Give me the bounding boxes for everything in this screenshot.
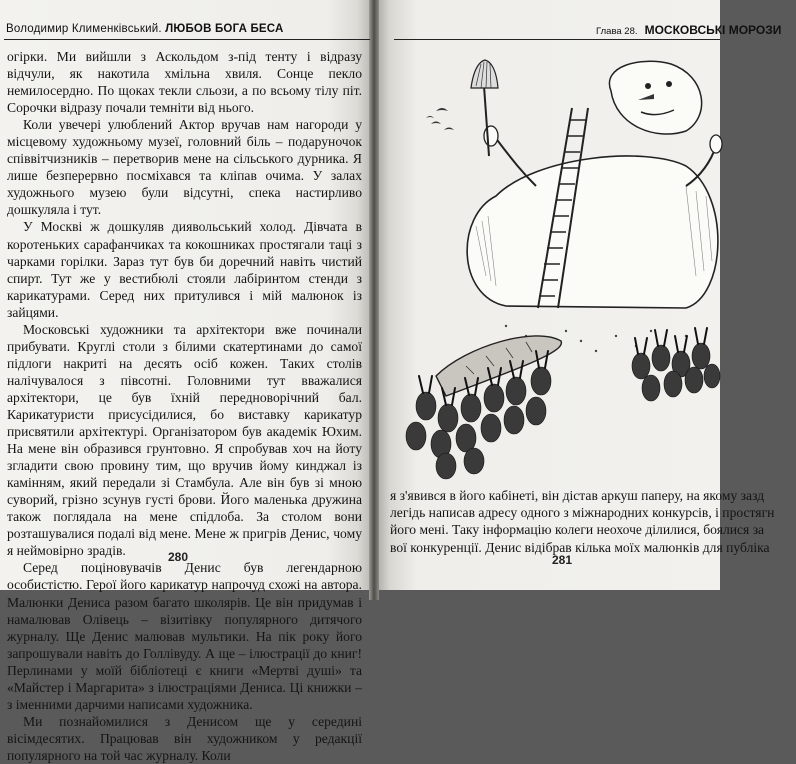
paragraph: Серед поціновувачів Денис був легендарною особистістю. Герої його карикатур напрочуд схожі на автора. Малюнки Дениса разом багато школярів. Це він придумав і намалював Олівець – візитівку популярного дитячого журналу. Ще Денис малював мультики. На пік року його запрошували навіть до Голлівуду. А ще – ілюстрації до книг! Перлинами у моїй бібліотеці є книги «Мертві душі» та «Майстер і Маргарита» з ілюстраціями Дениса. Ці книжки – з іменними дарчими написами художника. [7,560,362,712]
header-chapter-number: Глава 28. [596,26,638,37]
text-line: легідь написав адресу одного з міжнародних конкурсів, і простягн [390,505,775,521]
header-chapter-title: МОСКОВСЬКІ МОРОЗИ [644,23,782,37]
left-body-text [7,48,362,764]
text-line: вої конкуренції. Денис відібрав кілька моїх малюнків для публіка [390,539,770,555]
page-number-right: 281 [552,553,573,567]
page-number-left: 280 [168,550,189,564]
header-rule-left [4,39,370,40]
paragraph: огірки. Ми вийшли з Аскольдом з-під тенту і відразу відчули, як накотила хмільна хвиля. Сонце пекло немилосердно. По щоках текли сльози, а по всьому тілу піт. Сорочки відразу почали темніти від нього. [7,49,362,116]
header-author: Володимир Клименківський. [6,23,162,35]
paragraph: Ми познайомилися з Денисом ще у середині вісімдесятих. Працював він художником у редакції популярного на той час журналу. Коли [7,713,362,763]
left-running-header [6,23,370,35]
right-body-text [390,487,775,556]
paragraph: У Москві ж дошкуляв диявольський холод. Дівчата в коротеньких сарафанчиках та кокошниках простягали таці з чарками горілки. Зараз тут був би доречний навіть чистий спирт. Тут же у вестибюлі стояли лабіринтом стенди з карикатурами. Серед них притулився і мій малюнок із зайцями. [7,219,362,320]
book-gutter [369,0,379,600]
paragraph: Коли увечері улюблений Актор вручав нам нагороди у місцевому художньому музеї, головний біль – подаруночок співвітчизників – перетворив мене на сільського дурника. Я лише безперервно посміхався та кліпав очима. У залах художнього музею були відсутні, спека настирливо дошкуляла і тут. [7,117,362,218]
text-line: його мені. Таку інформацію колеги неохоче ділилися, боялися за [390,522,765,538]
paragraph: Московські художники та архітектори вже починали прибувати. Круглі столи з білими скатертинами до самої підлоги накриті на десять осіб кожен. Таких столів налічувалося з півсотні. Головними тут вважалися архітектори, це був їхній передноворічний бал. Карикатуристи присусідилися, бо виставку карикатур присвятили архітектурі. Організатором був академік Юхим. На мене він образився грунтовно. Я спробував хоч на йоту згладити свою провину тим, що вручив йому кинджал із камінням, який передали зі Стамбула. Але він був зі мною суворий, грізно зсунув густі брови. Його маленька дружина також поглядала на мене спідлоба. За столом вони розташувалися подалі від мене. Мене ж пригрів Денис, чому я неймовірно зрадів. [7,321,362,559]
header-book-title: ЛЮБОВ БОГА БЕСА [165,23,284,35]
right-running-header [596,23,796,37]
text-line: я з'явився в його кабінеті, він дістав аркуш паперу, на якому зазд [390,488,765,503]
header-rule-right [394,39,720,40]
snowman-illustration [386,46,720,482]
